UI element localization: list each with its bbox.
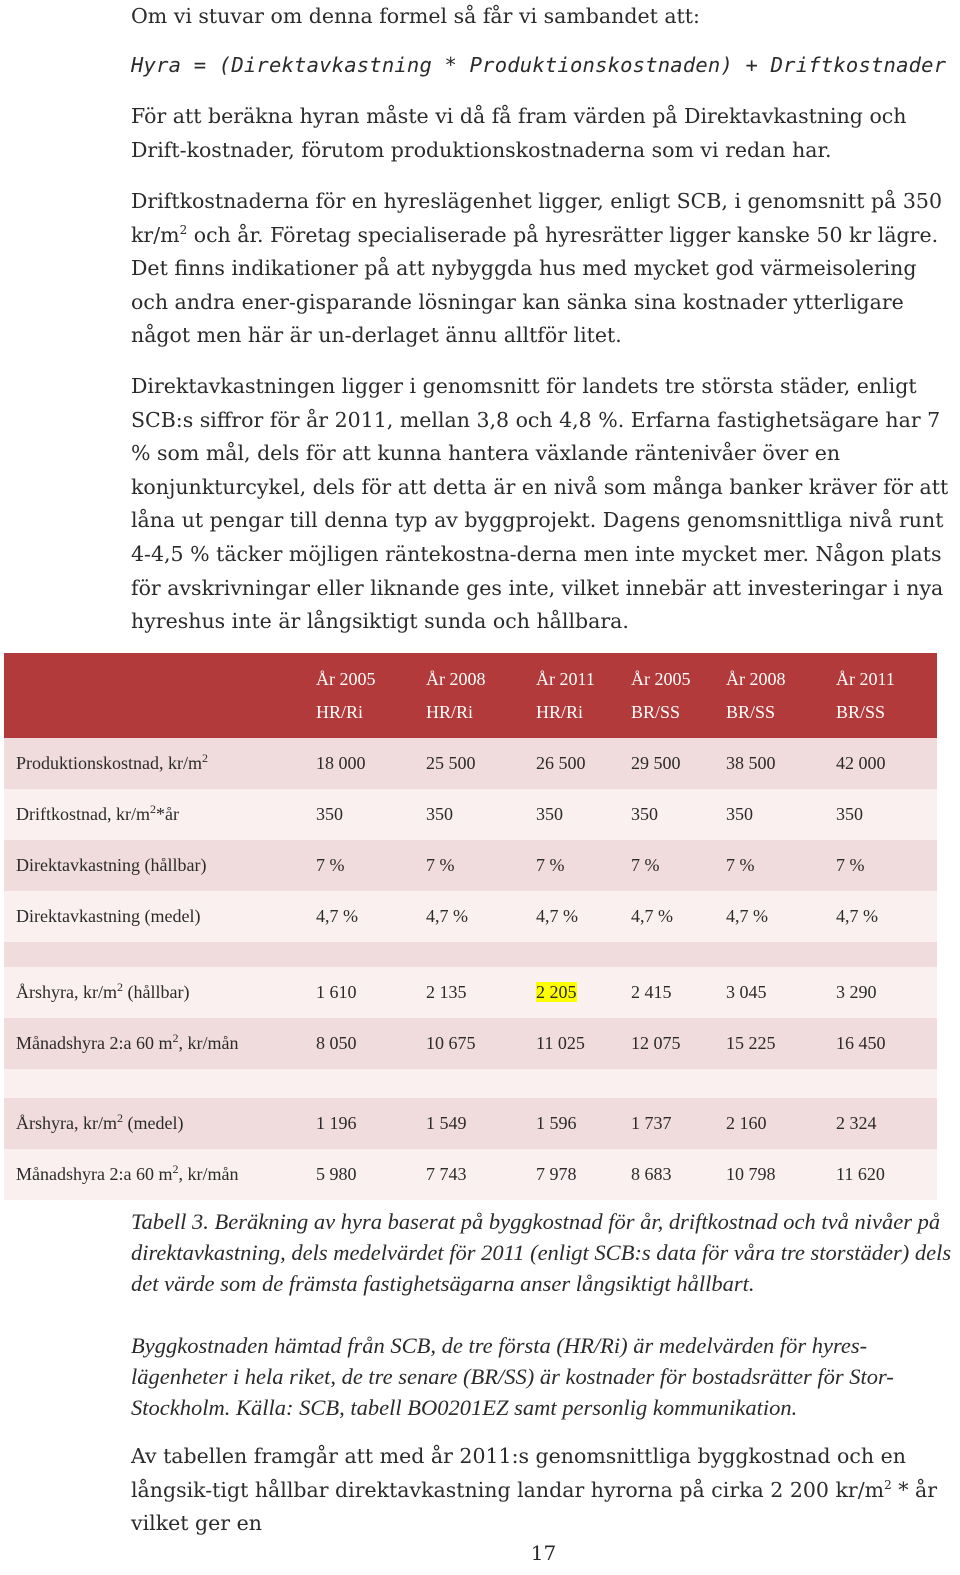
row-label [4,967,316,1018]
header-type: BR/SS [631,701,681,722]
table-cell: 11 620 [836,1149,937,1200]
table-cell: 7 743 [426,1149,536,1200]
table-row [4,789,937,840]
superscript: 2 [884,1477,892,1492]
table-cell: 4,7 % [631,891,726,942]
table-cell: 29 500 [631,738,726,789]
table-cell: 350 [631,789,726,840]
table-spacer-row [4,1069,937,1098]
table-cell: 1 196 [316,1098,426,1149]
header-year: År 2011 [536,668,595,689]
table-cell: 25 500 [426,738,536,789]
header-year: År 2011 [836,668,895,689]
header-type: BR/SS [836,701,886,722]
table-cell: 26 500 [536,738,631,789]
table-cell: 7 % [726,840,836,891]
row-label-text: Årshyra, kr/m [16,1113,117,1133]
table-cell: 7 978 [536,1149,631,1200]
table-cell: 2 160 [726,1098,836,1149]
table-cell: 10 798 [726,1149,836,1200]
table-cell: 350 [726,789,836,840]
row-label [4,1098,316,1149]
row-label-text: Driftkostnad, kr/m [16,804,150,824]
header-cell [836,653,937,738]
row-label [4,738,316,789]
table-cell [536,967,631,1018]
table-cell: 350 [836,789,937,840]
table-cell: 4,7 % [536,891,631,942]
conclusion-paragraph [131,1440,956,1541]
page-number: 17 [530,1541,557,1565]
table-cell: 7 % [536,840,631,891]
superscript: 2 [116,1111,123,1125]
table-cell: 18 000 [316,738,426,789]
operating-cost-text-a: Driftkostnaderna för en hyreslägenhet ligger, enligt SCB, i genomsnitt på 350 kr/m [131,189,943,247]
row-label-suffix: , kr/mån [178,1033,239,1053]
table-cell: 8 683 [631,1149,726,1200]
highlighted-value: 2 205 [536,982,577,1002]
header-cell [536,653,631,738]
header-empty-cell [4,653,316,738]
row-label-suffix: (medel) [122,1113,184,1133]
table-row [4,840,937,891]
row-label [4,840,316,891]
yield-paragraph: Direktavkastningen ligger i genomsnitt för landets tre största städer, enligt SCB:s siffror för år 2011, mellan 3,8 och 4,8 %. Erfarna fastighetsägare har 7 % som mål, dels för att kunna hantera växlande räntenivåer över en konjunkturcykel, dels för att detta är en nivå som många banker kräver för att låna ut pengar till denna typ av byggprojekt. Dagens genomsnittliga nivå runt 4-4,5 % täcker möjligen räntekostna-derna men inte mycket mer. Någon plats för avskrivningar eller liknande ges inte, vilket innebär att investeringar i nya hyreshus inte är långsiktigt sunda och hållbara. [131,374,949,634]
table-cell: 42 000 [836,738,937,789]
rent-calculation-table [4,653,937,1200]
superscript: 2 [172,1162,179,1176]
header-type: HR/Ri [536,701,584,722]
table-cell: 38 500 [726,738,836,789]
row-label-suffix: *år [155,804,179,824]
header-year: År 2005 [631,668,691,689]
table-cell: 4,7 % [426,891,536,942]
header-type: BR/SS [726,701,776,722]
table-cell: 2 135 [426,967,536,1018]
row-label-text: Årshyra, kr/m [16,982,117,1002]
rent-formula: Hyra = (Direktavkastning * Produktionskostnaden) + Driftkostnader [131,53,947,77]
row-label-text: Direktavkastning (medel) [16,906,201,926]
table-cell: 1 596 [536,1098,631,1149]
table-cell: 7 % [836,840,937,891]
table-cell: 1 737 [631,1098,726,1149]
table-cell: 3 290 [836,967,937,1018]
superscript: 2 [172,1031,179,1045]
row-label [4,789,316,840]
superscript: 2 [202,751,209,765]
header-type: HR/Ri [426,701,474,722]
table-spacer-row [4,942,937,967]
operating-cost-paragraph [131,185,956,353]
table-cell: 350 [536,789,631,840]
table-cell: 1 610 [316,967,426,1018]
row-label [4,1018,316,1069]
header-year: År 2008 [426,668,486,689]
table-cell: 2 415 [631,967,726,1018]
row-label [4,891,316,942]
row-label-text: Månadshyra 2:a 60 m [16,1033,173,1053]
table-cell: 2 324 [836,1098,937,1149]
superscript: 2 [116,980,123,994]
table-cell: 5 980 [316,1149,426,1200]
table-cell: 15 225 [726,1018,836,1069]
row-label-suffix: , kr/mån [178,1164,239,1184]
conclusion-text-b: * år vilket ger en [131,1477,938,1536]
table-cell: 11 025 [536,1018,631,1069]
table-cell: 12 075 [631,1018,726,1069]
table-cell: 4,7 % [836,891,937,942]
table-cell: 4,7 % [316,891,426,942]
table-cell: 3 045 [726,967,836,1018]
table-cell: 7 % [316,840,426,891]
row-label-text: Månadshyra 2:a 60 m [16,1164,173,1184]
table-cell: 4,7 % [726,891,836,942]
table-row [4,1149,937,1200]
table-row [4,1098,937,1149]
table-source-note: Byggkostnaden hämtad från SCB, de tre första (HR/Ri) är medelvärden för hyres-lägenheter i hela riket, de tre senare (BR/SS) är kostnader för bostadsrätter för Stor-Stockholm. Källa: SCB, tabell BO0201EZ samt personlig kommunikation. [131,1333,894,1420]
superscript: 2 [149,802,156,816]
operating-cost-text-b: och år. Företag specialiserade på hyresrätter ligger kanske 50 kr lägre. Det finns indikationer på att nybyggda hus med mycket god värmeisolering och andra ener-gisparande lösningar kan sänka sina kostnader ytterligare något men här är un-derlaget ännu alltför litet. [131,222,939,348]
table-row [4,891,937,942]
header-year: År 2008 [726,668,786,689]
conclusion-text-a: Av tabellen framgår att med år 2011:s genomsnittliga byggkostnad och en långsik-tigt hållbar direktavkastning landar hyrorna på cirka 2 200 kr/m [131,1444,906,1502]
header-cell [316,653,426,738]
table-cell: 350 [316,789,426,840]
table-header-row [4,653,937,738]
header-cell [726,653,836,738]
table-cell: 7 % [631,840,726,891]
row-label-suffix: (hållbar) [122,982,190,1002]
row-label-text: Direktavkastning (hållbar) [16,855,207,875]
table-row [4,738,937,789]
header-year: År 2005 [316,668,376,689]
table-row [4,967,937,1018]
header-cell [426,653,536,738]
calc-paragraph: För att beräkna hyran måste vi då få fram värden på Direktavkastning och Drift-kostnader, förutom produktionskostnaderna som vi redan har. [131,104,907,162]
header-type: HR/Ri [316,701,364,722]
intro-paragraph: Om vi stuvar om denna formel så får vi sambandet att: [131,4,700,28]
table-cell: 16 450 [836,1018,937,1069]
table-cell: 10 675 [426,1018,536,1069]
table-cell: 1 549 [426,1098,536,1149]
table-cell: 8 050 [316,1018,426,1069]
table-cell: 350 [426,789,536,840]
table-caption: Tabell 3. Beräkning av hyra baserat på byggkostnad för år, driftkostnad och två nivåer på direktavkastning, dels medelvärdet för 2011 (enligt SCB:s data för våra tre storstäder) dels det värde som de främsta fastighetsägarna anser långsiktigt hållbart. [131,1209,952,1296]
table-cell: 7 % [426,840,536,891]
superscript: 2 [179,222,188,237]
row-label [4,1149,316,1200]
table-row [4,1018,937,1069]
row-label-text: Produktionskostnad, kr/m [16,753,203,773]
header-cell [631,653,726,738]
